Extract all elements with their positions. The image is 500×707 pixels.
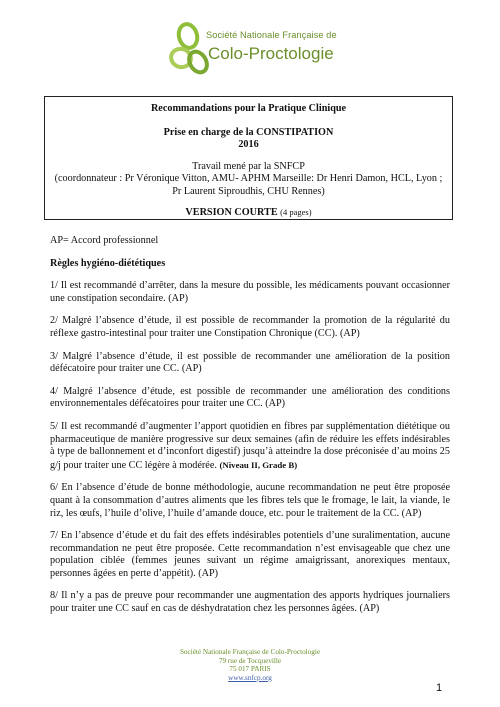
logo-title: Colo-Proctologie <box>208 44 334 63</box>
footer-website-link[interactable]: www.snfcp.org <box>228 673 272 682</box>
ap-note: AP= Accord professionnel <box>50 235 159 246</box>
document-title: Prise en charge de la CONSTIPATION <box>163 126 334 138</box>
document-type: Recommandations pour la Pratique Clinique <box>150 103 347 114</box>
page-number: 1 <box>436 682 443 694</box>
recommendation-5 <box>50 421 450 472</box>
recommendation-2: 2/ Malgré l’absence d’étude, il est possible de recommander la promotion de la régularité du réflexe gastro-intestinal pour traiter une Constipation Chronique (CC). (AP) <box>50 315 450 339</box>
recommendation-1: 1/ Il est recommandé d’arrêter, dans la mesure du possible, les médicaments pouvant occasionner une constipation secondaire. (AP) <box>50 280 450 304</box>
recommendation-7: 7/ En l’absence d’étude et du fait des effets indésirables potentiels d’une suralimentation, aucune recommandation ne peut être proposée. Cette recommandation n’est envisageable que chez une population ciblée (femmes jeunes suivant un régime amaigrissant, anorexiques mentaux, personnes âgées en perte d’appétit). (AP) <box>50 530 450 579</box>
footer-society: Société Nationale Française de Colo-Proctologie <box>179 648 321 656</box>
coordinators: (coordonnateur : Pr Véronique Vitton, AMU- APHM Marseille: Dr Henri Damon, HCL, Lyon ; Pr Laurent Siproudhis, CHU Rennes) <box>54 173 443 197</box>
footer <box>0 648 500 682</box>
recommendation-3: 3/ Malgré l’absence d’étude, il est possible de recommander une amélioration de la position défécatoire pour traiter une CC. (AP) <box>50 350 450 375</box>
recommendation-4: 4/ Malgré l’absence d’étude, est possible de recommander une amélioration des conditions environnementales défécatoires pour traiter une CC. (AP) <box>50 385 450 410</box>
recommendation-5-text: 5/ Il est recommandé d’augmenter l’apport quotidien en fibres par supplémentation diététique ou pharmaceutique de manière progressive sur deux semaines (afin de réduire les effets indésirables à type de ballonnement et d’inconfort digestif) jusqu’à atteindre la dose préconisée d’au moins 25 g/j pour traiter une CC légère à modérée. <box>50 420 450 471</box>
logo-society-name: Société Nationale Française de <box>206 30 337 40</box>
version-label <box>45 206 452 220</box>
recommendation-8: 8/ Il n’y a pas de preuve pour recommander une augmentation des apports hydriques journaliers pour traiter une CC sauf en cas de déshydratation chez les personnes âgées. (AP) <box>50 590 450 615</box>
footer-street: 79 rue de Tocqueville <box>218 656 282 665</box>
recommendation-6: 6/ En l’absence d’étude de bonne méthodologie, aucune recommandation ne peut être proposée quant à la consommation d’autres aliments que les fibres tels que le fromage, le lait, la viande, le riz, les œufs, l’huile d’olive, l’huile d’amande douce, etc. pour le traitement de la CC. (AP) <box>50 482 450 519</box>
header-box <box>44 96 453 220</box>
section-title: Règles hygiéno-diététiques <box>50 257 166 269</box>
footer-city: 75 017 PARIS <box>229 665 271 674</box>
document-year: 2016 <box>238 139 259 151</box>
authorship: Travail mené par la SNFCP <box>192 160 305 172</box>
logo <box>168 22 348 82</box>
main-content <box>50 235 450 626</box>
version-text: VERSION COURTE <box>185 206 278 218</box>
page-count: (4 pages) <box>280 206 312 217</box>
recommendation-5-grade: (Niveau II, Grade B) <box>219 459 298 470</box>
